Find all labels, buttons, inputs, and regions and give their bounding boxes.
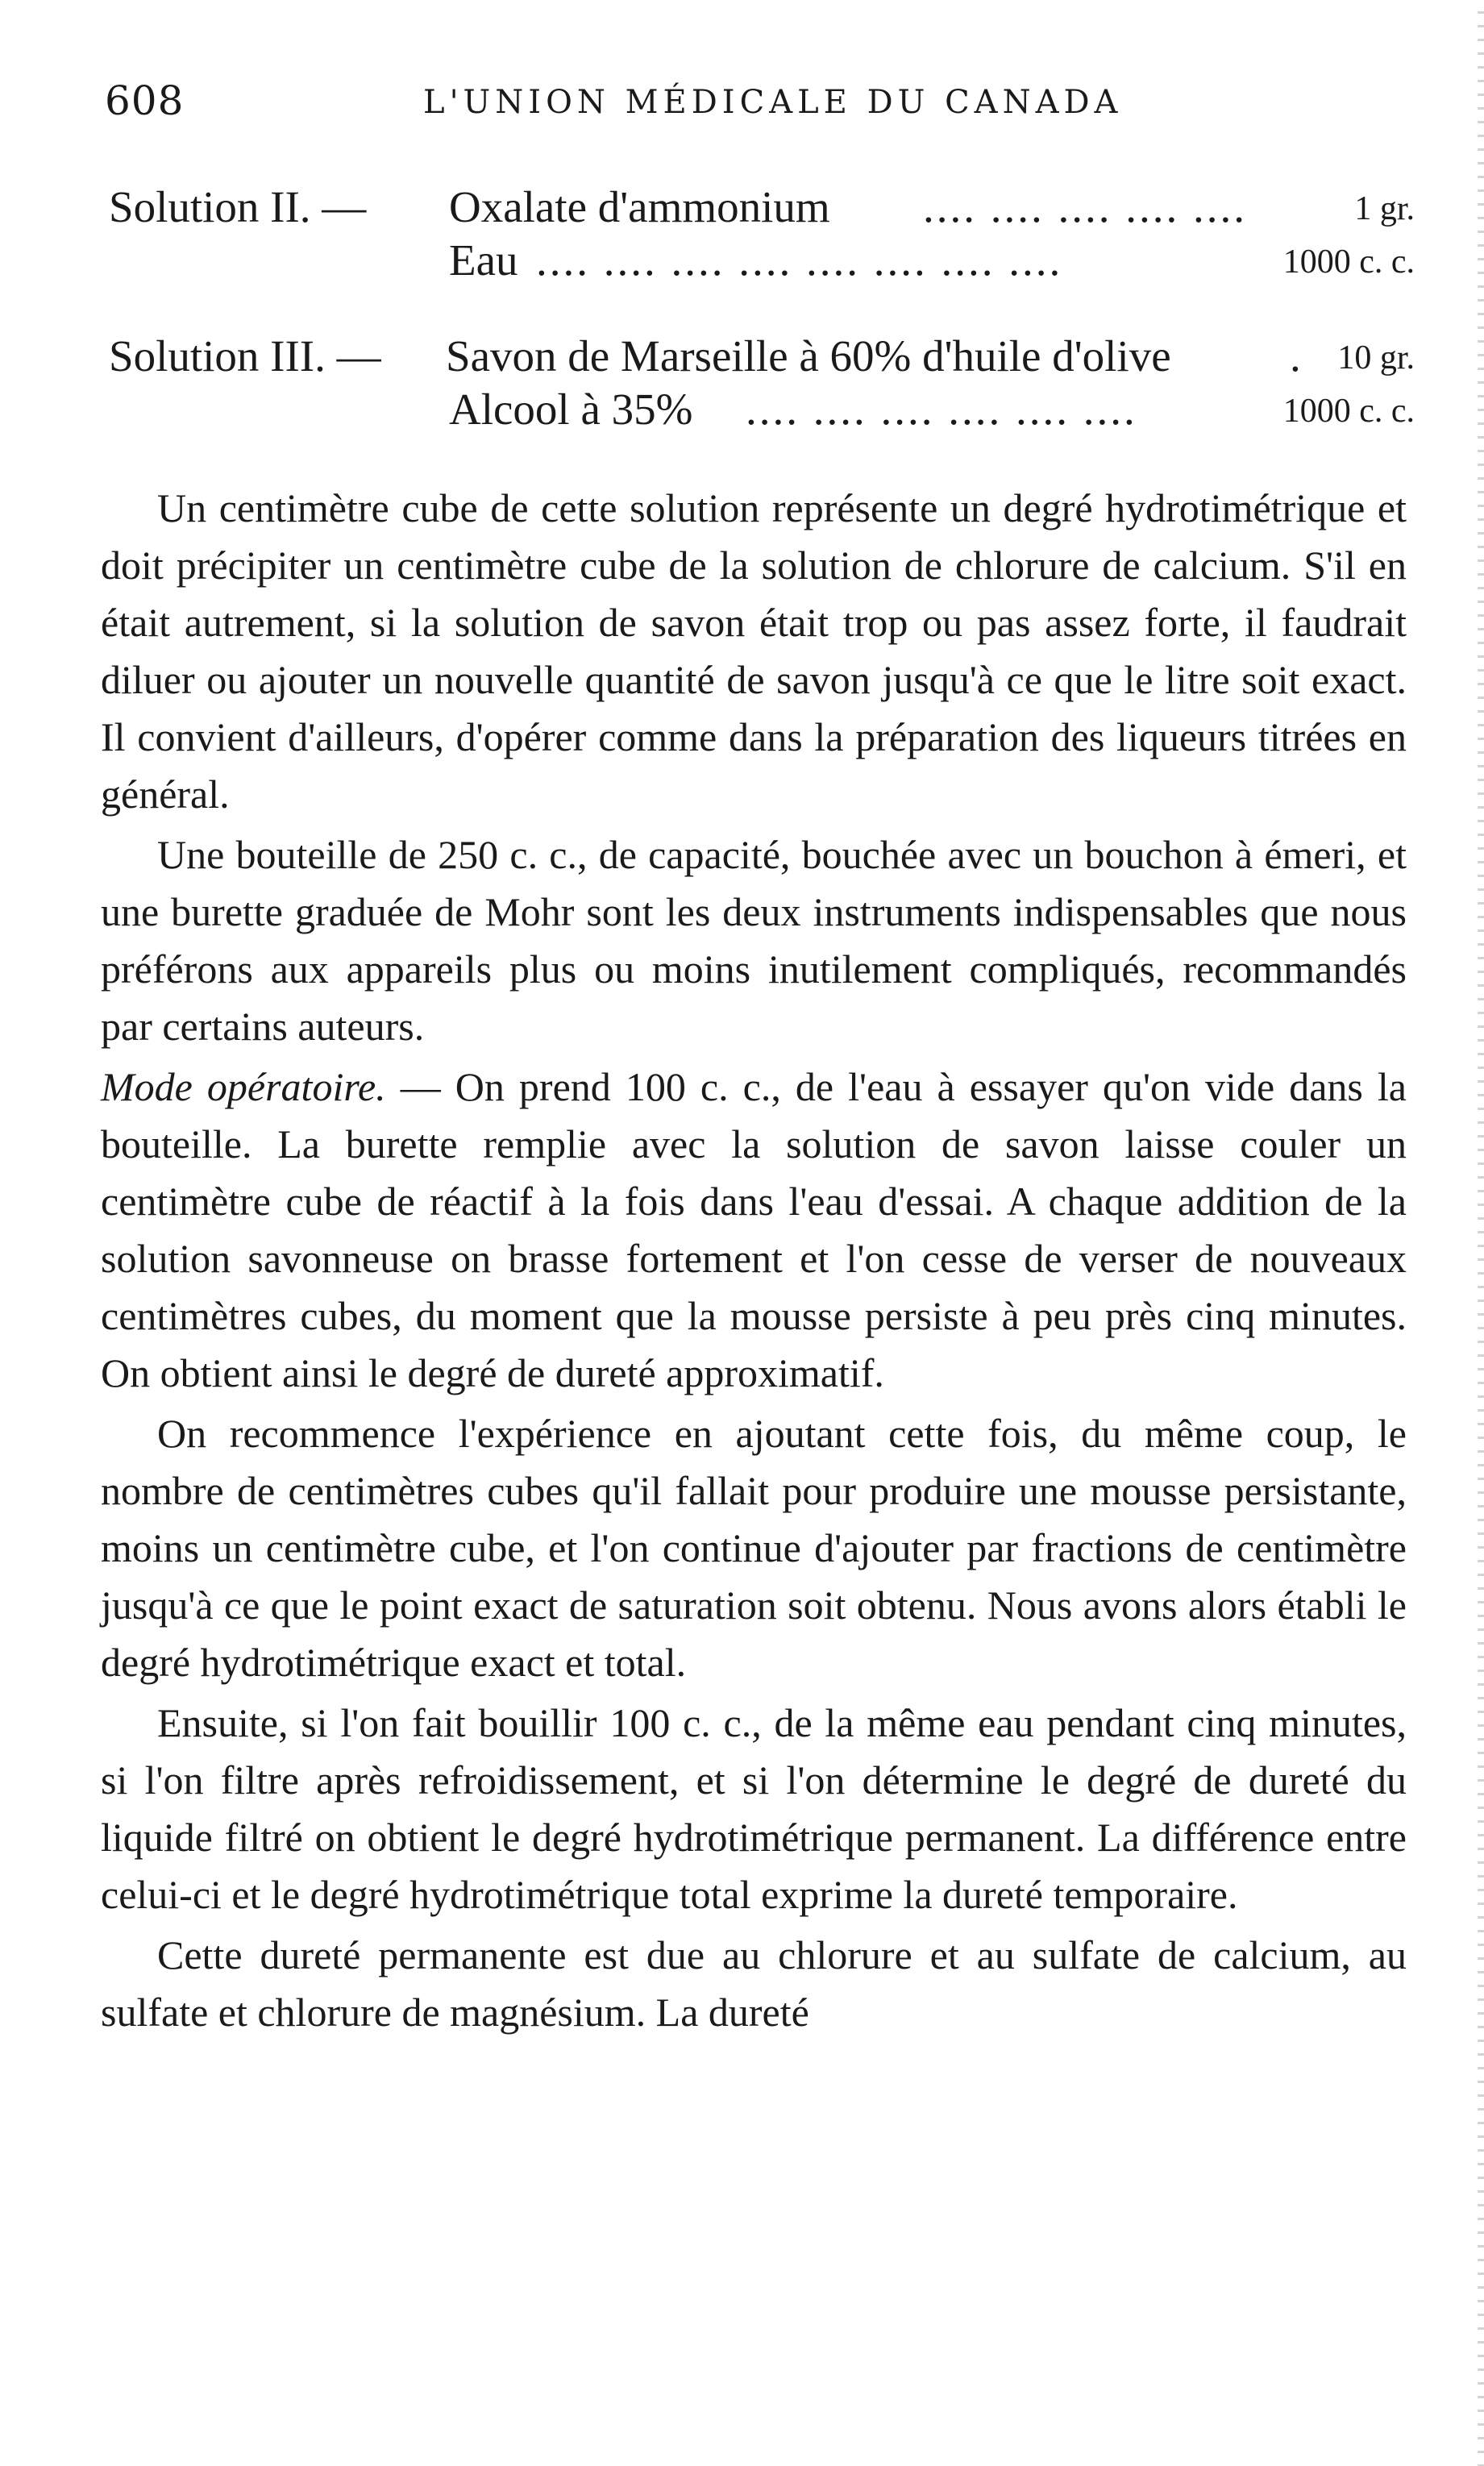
leader-dots: .: [1290, 331, 1303, 381]
italic-lead: Mode opératoire.: [101, 1064, 386, 1109]
solution-line: [109, 331, 1415, 384]
paragraph: On recommence l'expérience en ajoutant cette fois, du même coup, le nombre de centimètres cubes qu'il fallait pour produire une mousse persistante, moins un centimètre cube, et l'on continue d'ajouter par fractions de centimètre jusqu'à ce que le point exact de saturation soit obtenu. Nous avons alors établi le degré hydrotimétrique exact et total.: [101, 1411, 1407, 1685]
solution-item: Oxalate d'ammonium: [449, 182, 830, 231]
solution-quantity: 1000 c. c.: [1282, 243, 1415, 281]
paragraph-text: — On prend 100 c. c., de l'eau à essayer qu'on vide dans la bouteille. La burette remplie avec la solution de savon laisse couler un centimètre cube de réactif à la fois dans l'eau d'essai. A chaque addition de la solution savonneuse on brasse fortement et l'on cesse de verser de nouveaux centimètres cubes, du moment que la mousse persiste à peu près cinq minutes. On obtient ainsi le degré de dureté approximatif.: [101, 1064, 1407, 1395]
paragraph-mode-operatoire: [101, 1058, 1407, 1402]
solution-line: [109, 384, 1415, 437]
solution-block-2: [109, 181, 1415, 288]
leader-dots: .... .... .... .... ....: [923, 182, 1247, 231]
body-text: [101, 480, 1407, 2044]
solution-line: [109, 235, 1415, 288]
leader-dots: .... .... .... .... .... .... .... ....: [536, 235, 1063, 285]
solution-item: Eau: [449, 235, 518, 285]
page-header: [105, 77, 1395, 142]
solution-label: Solution III. —: [109, 331, 381, 381]
paragraph: Un centimètre cube de cette solution représente un degré hydrotimétrique et doit précipiter un centimètre cube de la solution de chlorure de calcium. S'il en était autrement, si la solution de savon était trop ou pas assez forte, il faudrait diluer ou ajouter un nouvelle quantité de savon jusqu'à ce que le litre soit exact. Il convient d'ailleurs, d'opérer comme dans la préparation des liqueurs titrées en général.: [101, 485, 1407, 817]
solution-item: Savon de Marseille à 60% d'huile d'olive: [446, 331, 1171, 381]
solution-line: [109, 181, 1415, 235]
page-number: 608: [105, 77, 185, 124]
solution-label: Solution II. —: [109, 182, 367, 231]
solution-quantity: 1000 c. c.: [1282, 393, 1415, 430]
scan-edge-marks: [1478, 0, 1484, 2466]
solution-item: Alcool à 35%: [449, 385, 693, 434]
paragraph: Ensuite, si l'on fait bouillir 100 c. c., de la même eau pendant cinq minutes, si l'on filtre après refroidissement, et si l'on détermine le degré de dureté du liquide filtré on obtient le degré hydrotimétrique permanent. La différence entre celui-ci et le degré hydrotimétrique total exprime la dureté temporaire.: [101, 1700, 1407, 1917]
paragraph: Cette dureté permanente est due au chlorure et au sulfate de calcium, au sulfate et chlorure de magnésium. La dureté: [101, 1932, 1407, 2035]
leader-dots: .... .... .... .... .... ....: [746, 385, 1137, 434]
solution-quantity: 10 gr.: [1337, 339, 1415, 376]
solution-block-3: [109, 331, 1415, 437]
running-head: L'UNION MÉDICALE DU CANADA: [423, 84, 1123, 121]
solution-quantity: 1 gr.: [1354, 190, 1415, 227]
paragraph: Une bouteille de 250 c. c., de capacité, bouchée avec un bouchon à émeri, et une burette graduée de Mohr sont les deux instruments indispensables que nous préférons aux appareils plus ou moins inutilement compliqués, recommandés par certains auteurs.: [101, 832, 1407, 1049]
